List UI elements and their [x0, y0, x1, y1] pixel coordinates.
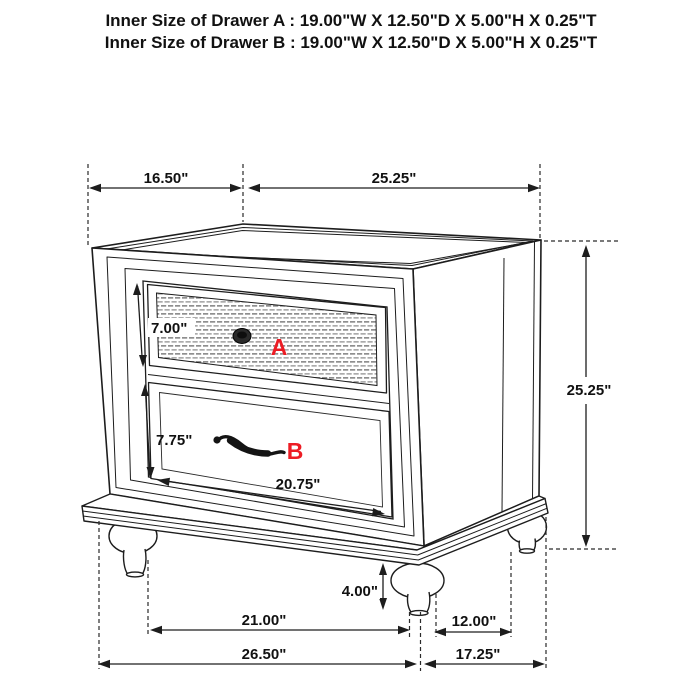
drawer-b-letter: B: [286, 438, 304, 464]
arrowhead-icon: [405, 660, 417, 668]
header-line-2: Inner Size of Drawer B : 19.00"W X 12.50"D X 5.00"H X 0.25"T: [104, 33, 598, 52]
dim-foot-height: [338, 563, 387, 610]
arrowhead-icon: [398, 626, 410, 634]
dim-top-width-label: 25.25": [371, 170, 417, 187]
arrowhead-icon: [248, 184, 260, 192]
arrowhead-icon: [582, 245, 590, 257]
side-face-outline: [413, 240, 541, 546]
foot-front-right: [391, 563, 444, 615]
drawer-a-letter: A: [270, 334, 288, 360]
arrowhead-icon: [230, 184, 242, 192]
dim-drawer-a-height-label: 7.00": [151, 320, 188, 337]
dim-overall-height-label: 25.25": [566, 382, 612, 399]
dim-side-feet-span: [434, 552, 512, 637]
dim-overall-height: [544, 241, 618, 549]
side-face: [413, 240, 541, 546]
header-line-1: Inner Size of Drawer A : 19.00"W X 12.50"D X 5.00"H X 0.25"T: [105, 11, 597, 30]
dim-side-feet-span-label: 12.00": [451, 613, 497, 630]
arrowhead-icon: [500, 628, 512, 636]
arrowhead-icon: [533, 660, 545, 668]
header: [105, 11, 598, 52]
dim-top-depth-label: 16.50": [143, 170, 189, 187]
dim-drawer-opening-width-label: 20.75": [275, 476, 321, 493]
dim-overall-width-label: 26.50": [241, 646, 287, 663]
arrowhead-icon: [150, 626, 162, 634]
arrowhead-icon: [89, 184, 101, 192]
arrowhead-icon: [528, 184, 540, 192]
dim-drawer-b-height-label: 7.75": [156, 432, 193, 449]
arrowhead-icon: [379, 563, 387, 575]
nightstand-drawing: [82, 224, 548, 615]
dim-foot-height-label: 4.00": [341, 583, 378, 600]
arrowhead-icon: [424, 660, 436, 668]
arrowhead-icon: [379, 598, 387, 610]
arrowhead-icon: [98, 660, 110, 668]
dim-overall-depth-label: 17.25": [455, 646, 501, 663]
arrowhead-icon: [582, 535, 590, 547]
dim-front-feet-span-label: 21.00": [241, 612, 287, 629]
